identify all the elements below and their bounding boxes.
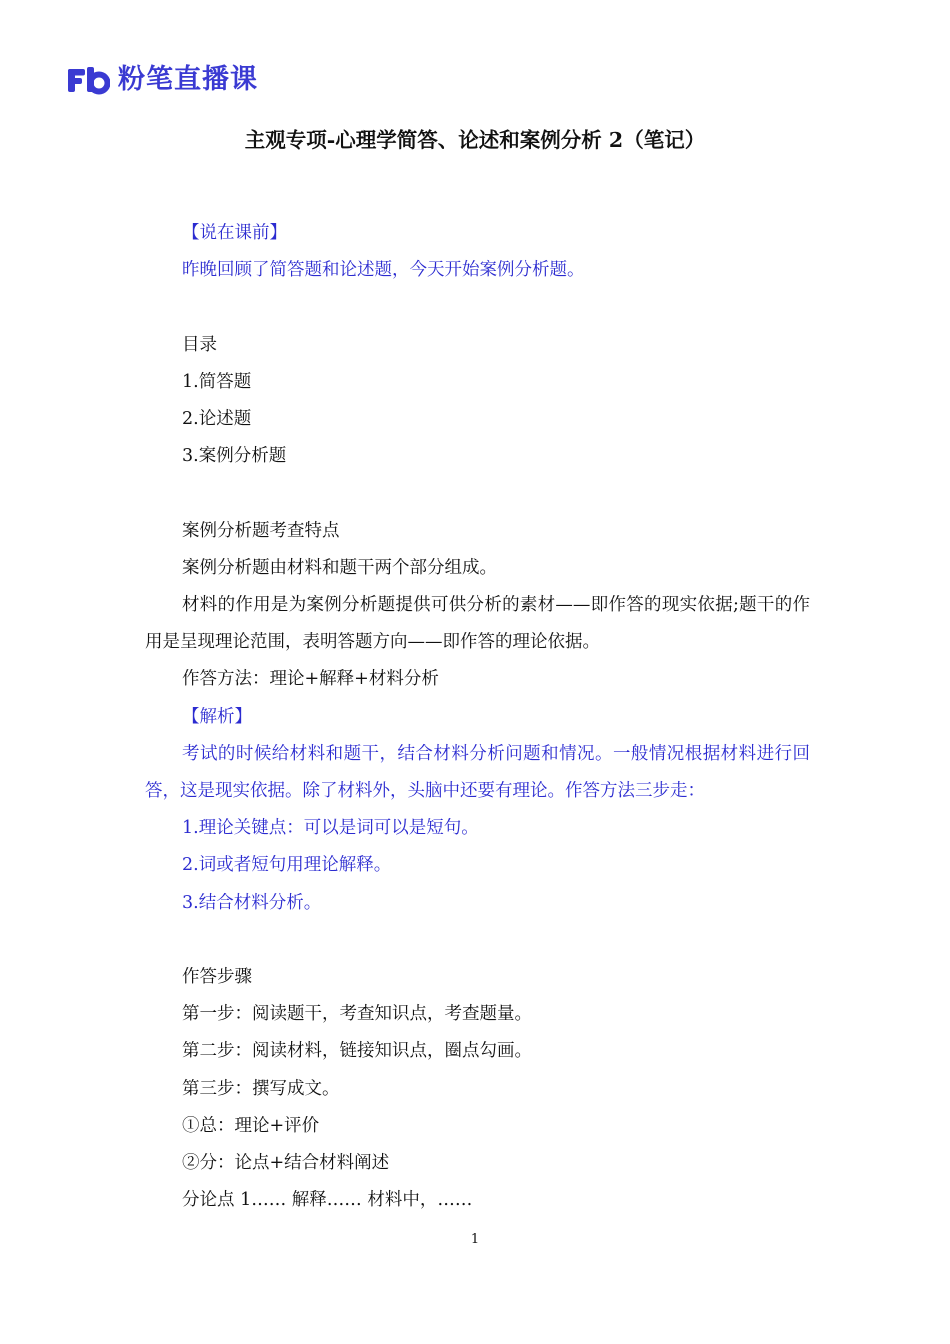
paragraph: 3.案例分析题 bbox=[182, 446, 287, 467]
paragraph: 【说在课前】 bbox=[182, 223, 287, 243]
paragraph: 2.词或者短句用理论解释。 bbox=[182, 855, 392, 876]
paragraph: 考试的时候给材料和题干，结合材料分析问题和情况。一般情况根据材料进行回答，这是现实依据。除了材料外，头脑中还要有理论。作答方法三步走： bbox=[145, 743, 810, 802]
paragraph: 作答方法：理论+解释+材料分析 bbox=[182, 669, 439, 690]
fb-logo-icon bbox=[66, 65, 110, 95]
document-body bbox=[145, 215, 810, 1219]
paragraph: 案例分析题考查特点 bbox=[182, 520, 340, 541]
blank-line bbox=[145, 289, 810, 326]
logo bbox=[66, 60, 258, 100]
paragraph: 目录 bbox=[182, 334, 217, 355]
paragraph: 第三步：撰写成文。 bbox=[182, 1078, 340, 1099]
logo-text: 粉笔直播课 bbox=[118, 64, 258, 95]
blank-line bbox=[145, 475, 810, 512]
paragraph: 分论点 1…… 解释…… 材料中，…… bbox=[182, 1190, 473, 1211]
blank-line bbox=[145, 922, 810, 959]
paragraph: 2.论述题 bbox=[182, 409, 252, 429]
paragraph: 3.结合材料分析。 bbox=[182, 892, 322, 913]
document-title: 主观专项-心理学简答、论述和案例分析 2（笔记） bbox=[244, 128, 706, 152]
paragraph: 材料的作用是为案例分析题提供可供分析的素材——即作答的现实依据;题干的作用是呈现理论范围，表明答题方向——即作答的理论依据。 bbox=[145, 595, 810, 653]
paragraph: 1.简答题 bbox=[182, 371, 252, 392]
page-number: 1 bbox=[470, 1232, 480, 1247]
paragraph: 第二步：阅读材料，链接知识点，圈点勾画。 bbox=[182, 1041, 532, 1062]
paragraph: ②分：论点+结合材料阐述 bbox=[182, 1153, 390, 1174]
paragraph: ①总：理论+评价 bbox=[182, 1115, 320, 1136]
paragraph: 第一步：阅读题干，考查知识点，考查题量。 bbox=[182, 1004, 532, 1025]
paragraph: 作答步骤 bbox=[182, 967, 252, 988]
paragraph: 1.理论关键点：可以是词可以是短句。 bbox=[182, 818, 479, 839]
paragraph: 案例分析题由材料和题干两个部分组成。 bbox=[182, 557, 497, 578]
paragraph: 昨晚回顾了简答题和论述题，今天开始案例分析题。 bbox=[182, 260, 585, 281]
paragraph: 【解析】 bbox=[182, 706, 252, 727]
